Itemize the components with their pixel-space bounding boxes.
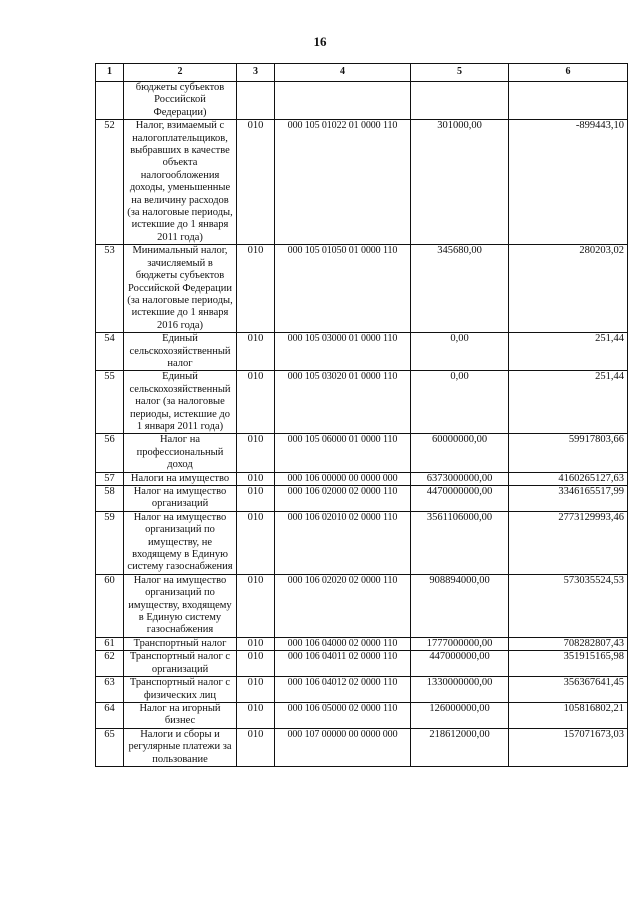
row-kbk: 000 106 02010 02 0000 110	[275, 511, 411, 574]
row-kbk: 000 107 00000 00 0000 000	[275, 728, 411, 766]
table-row	[96, 120, 628, 245]
row-code: 010	[237, 434, 275, 472]
row-actual: 2773129993,46	[509, 511, 628, 574]
row-number: 60	[96, 574, 124, 637]
row-name: Налог на профессиональный доход	[124, 434, 237, 472]
row-name: Налог, взимаемый с налогоплательщиков, выбравших в качестве объекта налогообложения доходы, уменьшенные на величину расходов (за налоговые периоды, истекшие до 1 января 2011 года)	[124, 120, 237, 245]
row-kbk: 000 105 01022 01 0000 110	[275, 120, 411, 245]
row-code: 010	[237, 486, 275, 512]
row-number: 52	[96, 120, 124, 245]
row-kbk: 000 105 03020 01 0000 110	[275, 371, 411, 434]
row-actual: 4160265127,63	[509, 472, 628, 485]
row-code: 010	[237, 677, 275, 703]
table-row	[96, 472, 628, 485]
row-planned	[411, 82, 509, 120]
row-planned: 4470000000,00	[411, 486, 509, 512]
row-kbk: 000 105 06000 01 0000 110	[275, 434, 411, 472]
row-number: 62	[96, 651, 124, 677]
row-planned: 908894000,00	[411, 574, 509, 637]
row-actual: 280203,02	[509, 245, 628, 333]
row-actual: 251,44	[509, 371, 628, 434]
budget-table	[95, 63, 628, 767]
row-planned: 345680,00	[411, 245, 509, 333]
row-code: 010	[237, 333, 275, 371]
header-col-3: 3	[237, 64, 275, 82]
row-kbk: 000 106 04011 02 0000 110	[275, 651, 411, 677]
table-row	[96, 486, 628, 512]
row-code: 010	[237, 120, 275, 245]
row-code: 010	[237, 651, 275, 677]
row-name: Транспортный налог	[124, 637, 237, 650]
page-number: 16	[313, 34, 327, 49]
row-name: Налоги и сборы и регулярные платежи за пользование	[124, 728, 237, 766]
table-row	[96, 637, 628, 650]
row-code: 010	[237, 574, 275, 637]
row-name: Минимальный налог, зачисляемый в бюджеты субъектов Российской Федерации (за налоговые периоды, истекшие до 1 января 2016 года)	[124, 245, 237, 333]
row-name: Транспортный налог с организаций	[124, 651, 237, 677]
row-number: 53	[96, 245, 124, 333]
row-number: 61	[96, 637, 124, 650]
row-planned: 0,00	[411, 333, 509, 371]
row-planned: 1777000000,00	[411, 637, 509, 650]
table-row	[96, 82, 628, 120]
row-name: Единый сельскохозяйственный налог	[124, 333, 237, 371]
row-actual: 3346165517,99	[509, 486, 628, 512]
row-number: 63	[96, 677, 124, 703]
row-planned: 447000000,00	[411, 651, 509, 677]
table-row	[96, 702, 628, 728]
row-kbk: 000 105 03000 01 0000 110	[275, 333, 411, 371]
row-code	[237, 82, 275, 120]
row-name: Единый сельскохозяйственный налог (за налоговые периоды, истекшие до 1 января 2011 года)	[124, 371, 237, 434]
row-number: 55	[96, 371, 124, 434]
row-code: 010	[237, 728, 275, 766]
header-col-5: 5	[411, 64, 509, 82]
table-row	[96, 511, 628, 574]
row-planned: 0,00	[411, 371, 509, 434]
row-code: 010	[237, 637, 275, 650]
row-planned: 218612000,00	[411, 728, 509, 766]
row-code: 010	[237, 702, 275, 728]
row-actual: 351915165,98	[509, 651, 628, 677]
row-number: 64	[96, 702, 124, 728]
row-actual: 708282807,43	[509, 637, 628, 650]
row-code: 010	[237, 371, 275, 434]
row-name: Транспортный налог с физических лиц	[124, 677, 237, 703]
table-row	[96, 245, 628, 333]
row-actual: -899443,10	[509, 120, 628, 245]
header-col-4: 4	[275, 64, 411, 82]
row-actual: 251,44	[509, 333, 628, 371]
row-actual: 573035524,53	[509, 574, 628, 637]
row-name: Налог на игорный бизнес	[124, 702, 237, 728]
row-planned: 6373000000,00	[411, 472, 509, 485]
row-actual: 157071673,03	[509, 728, 628, 766]
row-name: Налог на имущество организаций	[124, 486, 237, 512]
table-row	[96, 333, 628, 371]
header-col-6: 6	[509, 64, 628, 82]
row-code: 010	[237, 511, 275, 574]
row-code: 010	[237, 245, 275, 333]
row-name: Налог на имущество организаций по имуществу, не входящему в Единую систему газоснабжения	[124, 511, 237, 574]
row-planned: 301000,00	[411, 120, 509, 245]
row-name: Налоги на имущество	[124, 472, 237, 485]
row-number: 57	[96, 472, 124, 485]
row-number: 59	[96, 511, 124, 574]
row-number	[96, 82, 124, 120]
table-row	[96, 677, 628, 703]
table-row	[96, 434, 628, 472]
table-row	[96, 728, 628, 766]
header-col-1: 1	[96, 64, 124, 82]
header-col-2: 2	[124, 64, 237, 82]
header-row	[96, 64, 628, 82]
row-kbk	[275, 82, 411, 120]
row-actual: 356367641,45	[509, 677, 628, 703]
row-planned: 1330000000,00	[411, 677, 509, 703]
row-kbk: 000 106 04012 02 0000 110	[275, 677, 411, 703]
table-row	[96, 574, 628, 637]
row-planned: 126000000,00	[411, 702, 509, 728]
row-actual: 105816802,21	[509, 702, 628, 728]
row-kbk: 000 106 02000 02 0000 110	[275, 486, 411, 512]
row-actual: 59917803,66	[509, 434, 628, 472]
row-planned: 60000000,00	[411, 434, 509, 472]
row-kbk: 000 106 04000 02 0000 110	[275, 637, 411, 650]
row-planned: 3561106000,00	[411, 511, 509, 574]
row-name: Налог на имущество организаций по имуществу, входящему в Единую систему газоснабжения	[124, 574, 237, 637]
row-code: 010	[237, 472, 275, 485]
row-name: бюджеты субъектов Российской Федерации)	[124, 82, 237, 120]
row-kbk: 000 106 02020 02 0000 110	[275, 574, 411, 637]
row-number: 54	[96, 333, 124, 371]
row-kbk: 000 105 01050 01 0000 110	[275, 245, 411, 333]
row-number: 65	[96, 728, 124, 766]
row-actual	[509, 82, 628, 120]
row-kbk: 000 106 05000 02 0000 110	[275, 702, 411, 728]
table-row	[96, 371, 628, 434]
table-row	[96, 651, 628, 677]
row-number: 58	[96, 486, 124, 512]
row-kbk: 000 106 00000 00 0000 000	[275, 472, 411, 485]
row-number: 56	[96, 434, 124, 472]
